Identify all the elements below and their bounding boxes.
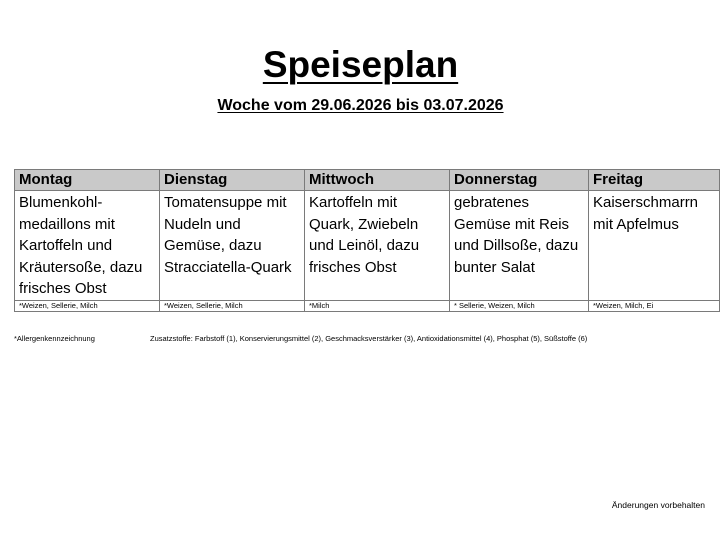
day-header-row: [15, 170, 720, 191]
allergens-monday: *Weizen, Sellerie, Milch: [15, 300, 160, 311]
allergen-legend: *Allergenkennzeichnung: [14, 334, 95, 343]
day-header-tuesday: Dienstag: [160, 170, 305, 191]
dish-friday: Kaiserschmarrn mit Apfelmus: [589, 191, 720, 301]
allergen-row: [15, 300, 720, 311]
day-header-thursday: Donnerstag: [450, 170, 589, 191]
allergens-thursday: * Sellerie, Weizen, Milch: [450, 300, 589, 311]
dish-monday: Blumenkohl-medaillons mit Kartoffeln und Kräutersoße, dazu frisches Obst: [15, 191, 160, 301]
day-header-monday: Montag: [15, 170, 160, 191]
allergens-tuesday: *Weizen, Sellerie, Milch: [160, 300, 305, 311]
page-title: Speiseplan: [262, 44, 459, 85]
week-range: Woche vom 29.06.2026 bis 03.07.2026: [217, 97, 504, 114]
dish-thursday: gebratenes Gemüse mit Reis und Dillsoße, dazu bunter Salat: [450, 191, 589, 301]
additives-legend: Zusatzstoffe: Farbstoff (1), Konservierungsmittel (2), Geschmacksverstärker (3), Antioxidationsmittel (4), Phosphat (5), Süßstoffe (6): [150, 334, 588, 343]
allergens-friday: *Weizen, Milch, Ei: [589, 300, 720, 311]
dish-wednesday: Kartoffeln mit Quark, Zwiebeln und Leinöl, dazu frisches Obst: [305, 191, 450, 301]
allergens-wednesday: *Milch: [305, 300, 450, 311]
dish-row: [15, 191, 720, 301]
dish-tuesday: Tomatensuppe mit Nudeln und Gemüse, dazu Stracciatella-Quark: [160, 191, 305, 301]
day-header-friday: Freitag: [589, 170, 720, 191]
day-header-wednesday: Mittwoch: [305, 170, 450, 191]
menu-table: [14, 169, 720, 312]
changes-note: Änderungen vorbehalten: [611, 500, 705, 510]
